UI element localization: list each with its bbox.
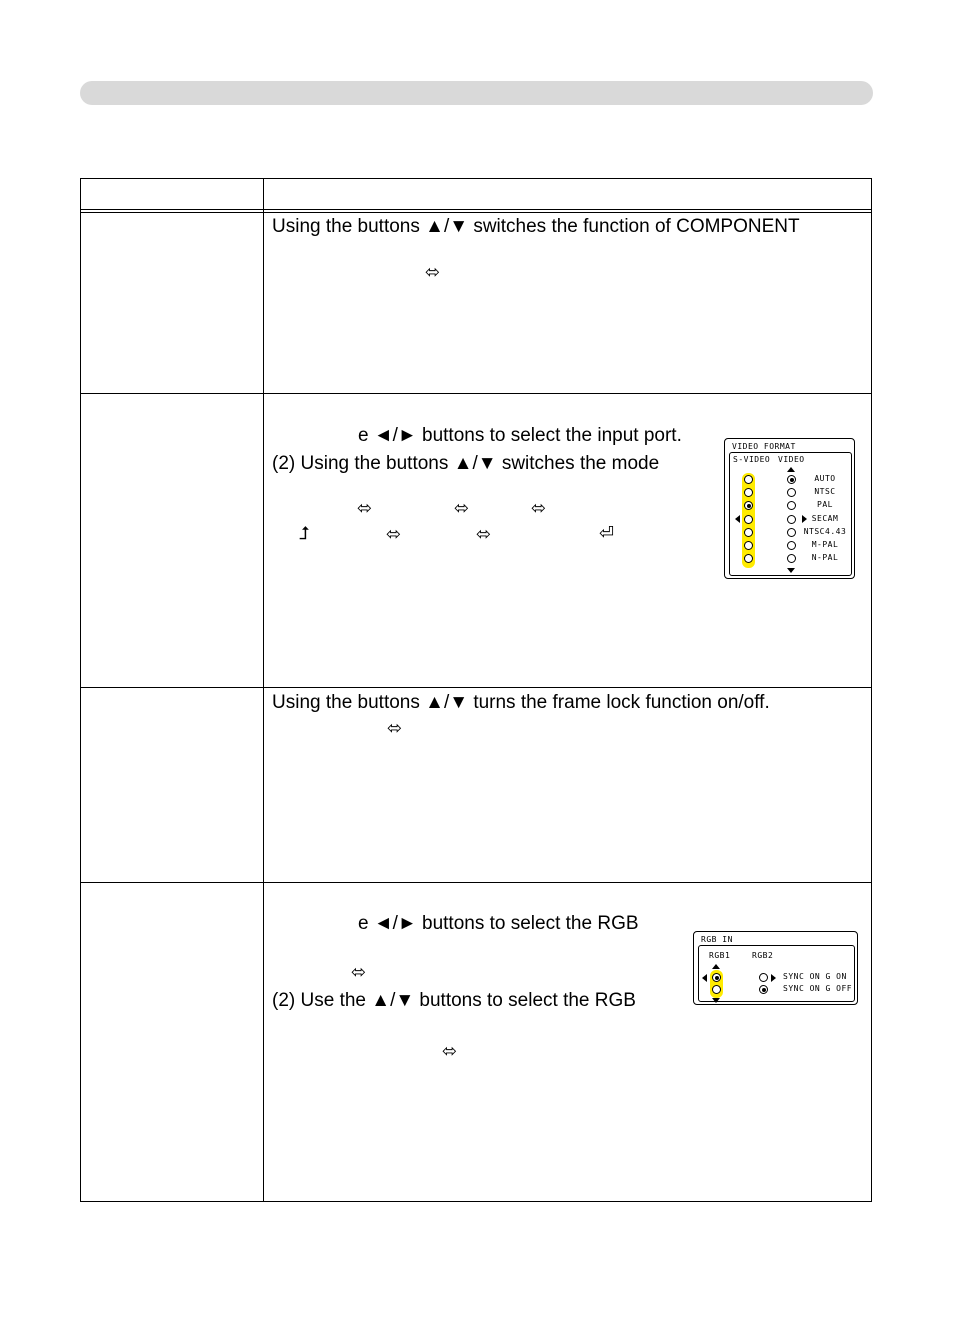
rgb-in-step2: (2) Use the ▲/▼ buttons to select the RGB (272, 990, 636, 1011)
scroll-down-icon (787, 568, 795, 573)
frame-lock-description: Using the buttons ▲/▼ turns the frame lock function on/off. (272, 692, 770, 713)
video-format-option-label: NTSC4.43 (803, 526, 847, 536)
svideo-column-label: S-VIDEO (733, 455, 771, 464)
rgb-in-menu-body (698, 945, 855, 1002)
svideo-radio-4[interactable] (744, 528, 753, 537)
rgb2-radio-1[interactable] (759, 985, 768, 994)
row-divider (80, 687, 872, 688)
scroll-up-icon (712, 964, 720, 969)
scroll-up-icon (787, 467, 795, 472)
swap-arrow-icon: ⬄ (476, 524, 492, 545)
swap-arrow-icon: ⬄ (357, 498, 373, 519)
video-format-menu-body (729, 452, 852, 576)
video-format-option-label: PAL (817, 500, 833, 510)
video-format-option-label: AUTO (814, 474, 836, 483)
rgb1-radio-1[interactable] (712, 985, 721, 994)
swap-arrow-icon: ⬄ (386, 524, 402, 545)
swap-arrow-icon: ⬄ (531, 498, 547, 519)
left-arrow-icon (702, 974, 707, 982)
video-format-menu-title: VIDEO FORMAT (732, 442, 796, 451)
swap-arrow-icon: ⬄ (351, 962, 367, 983)
svideo-radio-5[interactable] (744, 541, 753, 550)
component-description: Using the buttons ▲/▼ switches the function of COMPONENT (272, 216, 800, 237)
table-top-border (80, 178, 872, 179)
video-radio-2[interactable] (787, 501, 796, 510)
rgb-in-menu-title: RGB IN (701, 935, 733, 944)
rgb1-radio-0[interactable] (712, 973, 721, 982)
svideo-radio-3[interactable] (744, 515, 753, 524)
turn-start-icon: ⮥ (299, 523, 310, 544)
rgb2-radio-0[interactable] (759, 973, 768, 982)
video-format-step2: (2) Using the buttons ▲/▼ switches the mode (272, 453, 660, 474)
table-header-divider-2 (80, 212, 872, 213)
video-format-option-label: NTSC (814, 487, 836, 497)
video-format-menu (724, 438, 855, 579)
column-divider (263, 178, 264, 1202)
video-format-option-label: SECAM (811, 513, 839, 523)
rgb-in-option-label: SYNC ON G ON (783, 972, 847, 981)
row-divider (80, 882, 872, 883)
video-radio-6[interactable] (787, 554, 796, 563)
left-arrow-icon (735, 515, 740, 523)
video-format-option-label: N-PAL (811, 553, 839, 563)
scroll-down-icon (712, 998, 720, 1003)
section-header-bar (80, 81, 873, 105)
video-format-step1: e ◄/► buttons to select the input port. (358, 425, 682, 446)
swap-arrow-icon: ⬄ (442, 1041, 458, 1062)
video-format-option-label: M-PAL (811, 540, 839, 549)
return-arrow-icon: ⏎ (599, 523, 615, 544)
table-header-divider (80, 209, 872, 210)
video-radio-5[interactable] (787, 541, 796, 550)
video-column-label: VIDEO (778, 455, 805, 464)
rgb-in-step1: e ◄/► buttons to select the RGB (358, 913, 639, 934)
row-divider (80, 393, 872, 394)
rgb-in-menu (693, 931, 858, 1005)
video-radio-0[interactable] (787, 475, 796, 484)
swap-arrow-icon: ⬄ (425, 262, 441, 283)
rgb-in-option-label: SYNC ON G OFF (783, 984, 853, 993)
rgb2-column-label: RGB2 (752, 951, 774, 960)
swap-arrow-icon: ⬄ (387, 718, 403, 739)
swap-arrow-icon: ⬄ (454, 498, 470, 519)
rgb1-column-label: RGB1 (709, 951, 731, 960)
svideo-radio-0[interactable] (744, 475, 753, 484)
video-radio-4[interactable] (787, 528, 796, 537)
video-radio-1[interactable] (787, 488, 796, 497)
right-arrow-icon (771, 974, 776, 982)
video-radio-3[interactable] (787, 515, 796, 524)
settings-table (80, 178, 872, 1202)
table-bottom-border (80, 1201, 872, 1202)
